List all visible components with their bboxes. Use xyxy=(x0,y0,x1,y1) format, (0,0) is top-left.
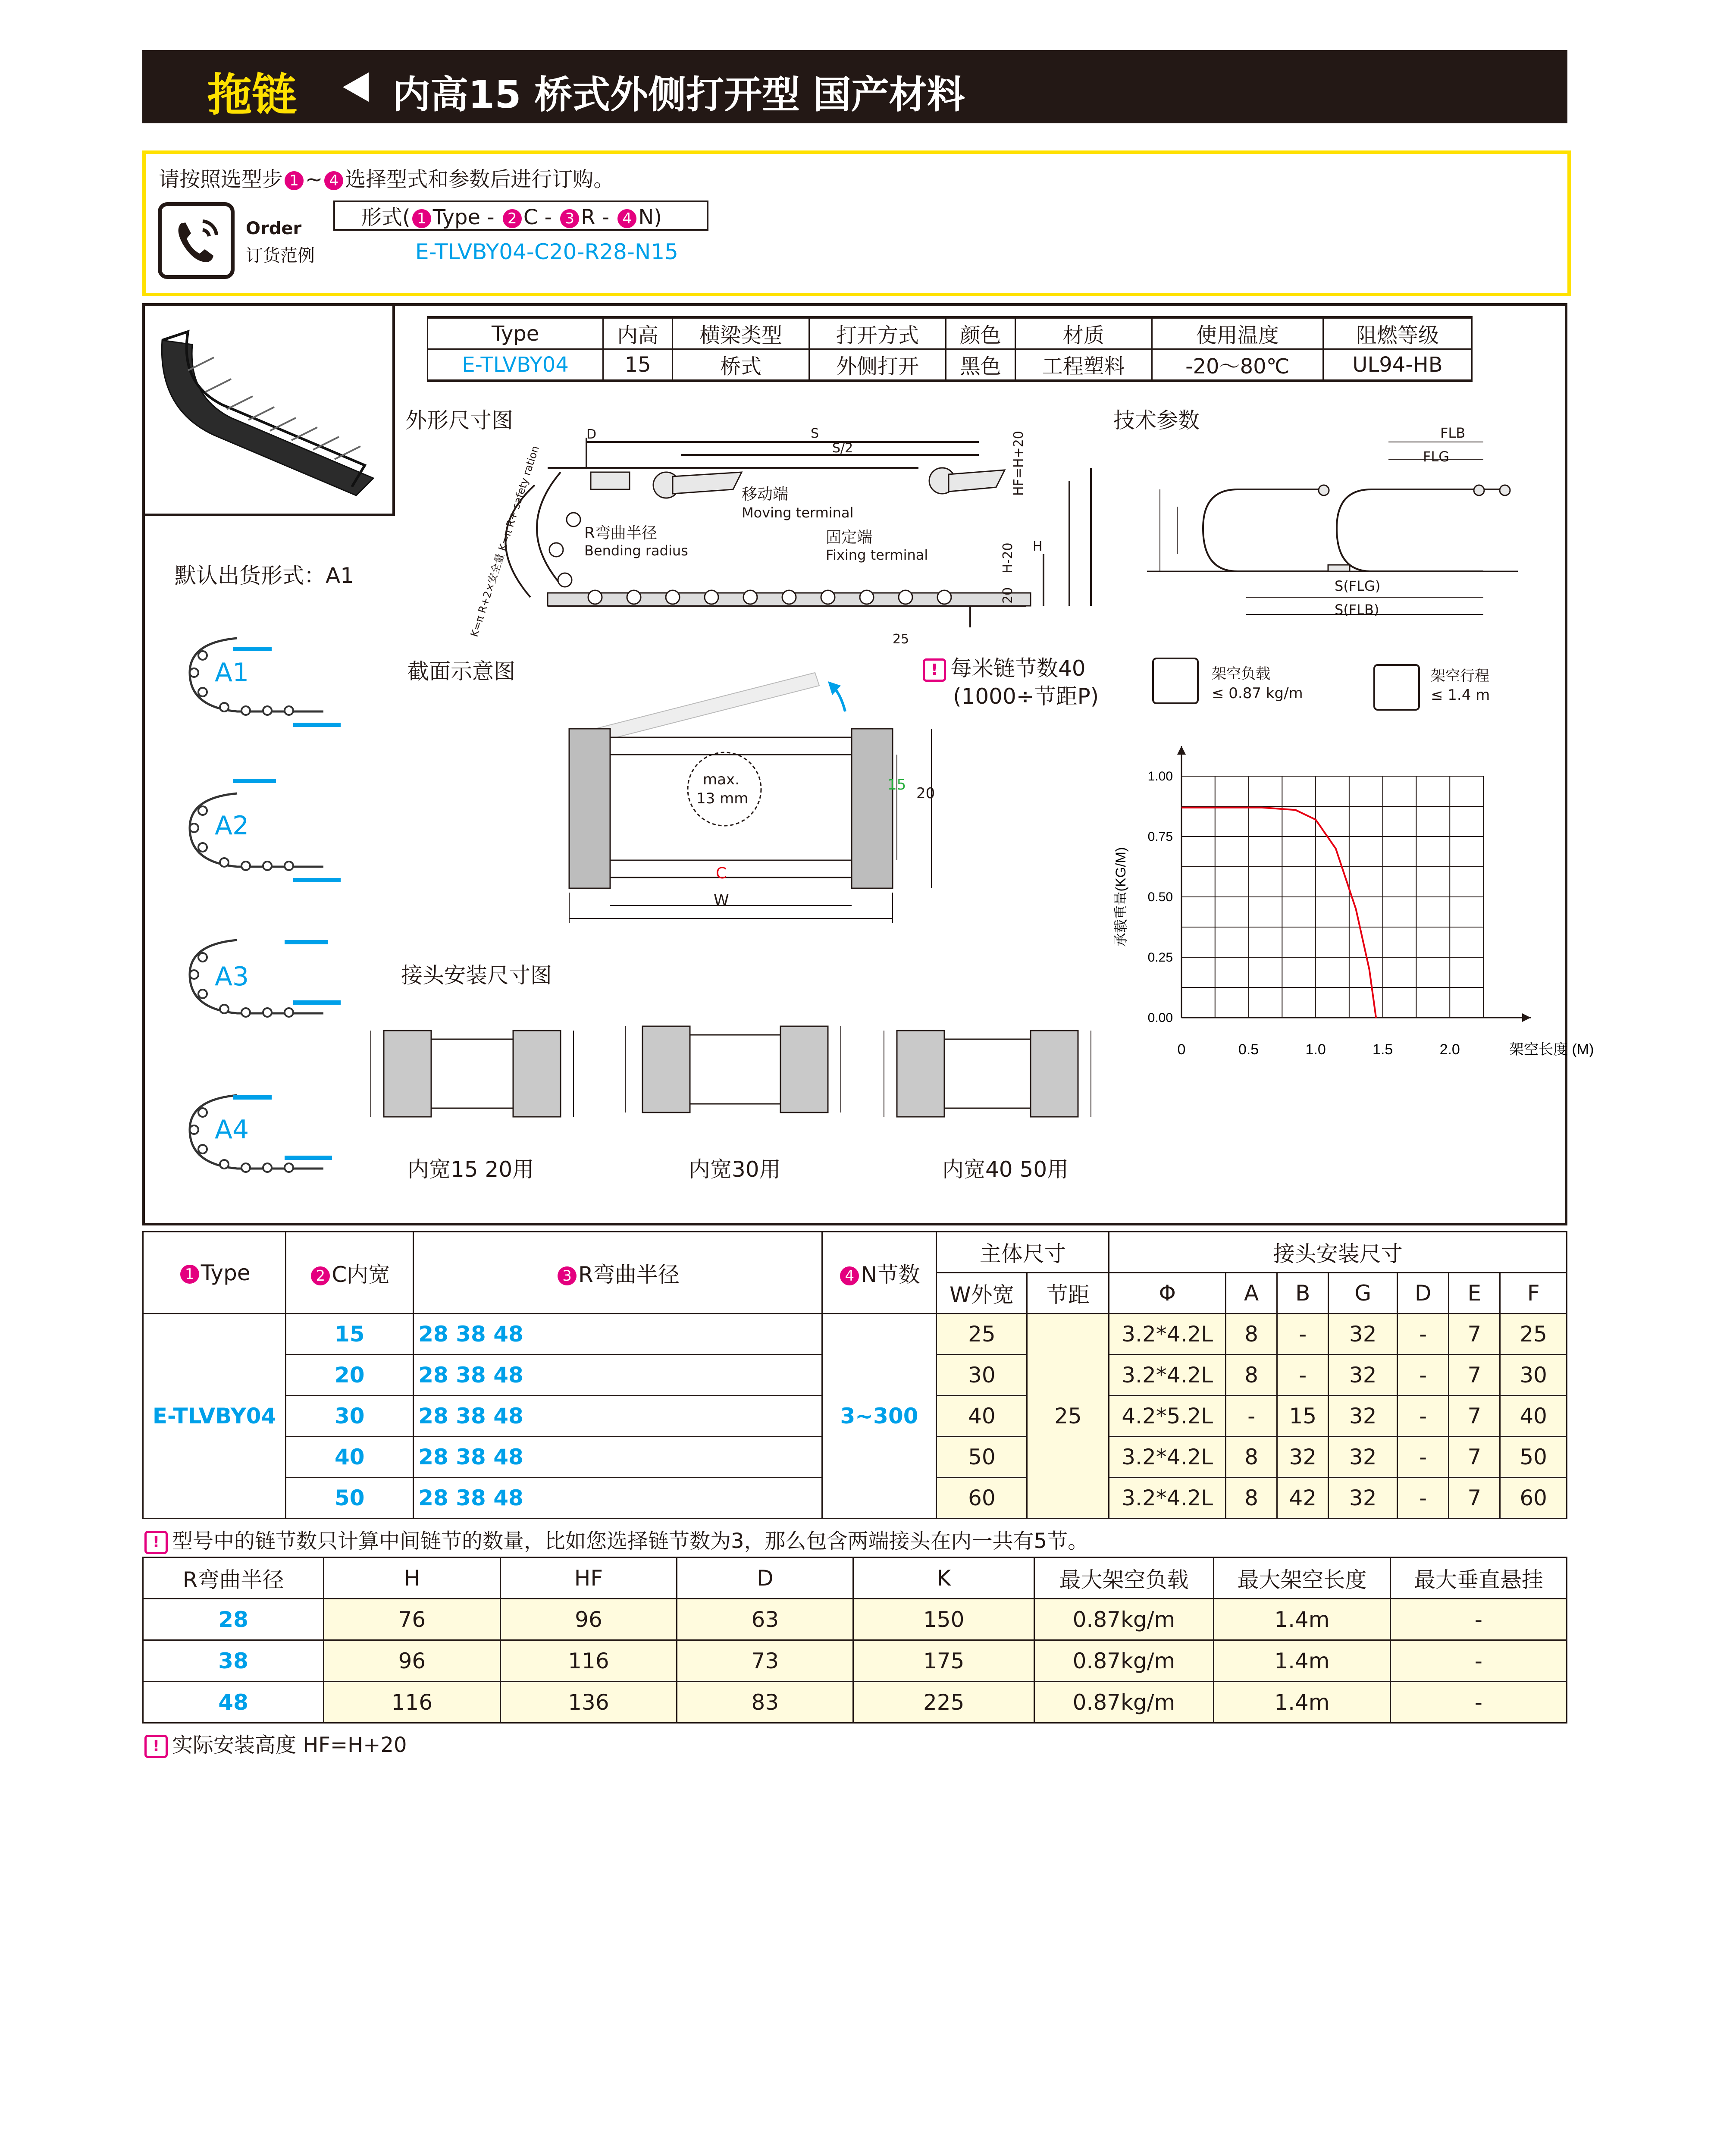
col-e-header: E xyxy=(1449,1273,1500,1314)
dim-c: C xyxy=(716,865,727,882)
spec-header: 阻燃等级 xyxy=(1323,317,1472,349)
note-link-count xyxy=(144,1524,1088,1554)
c-cell: 40 xyxy=(286,1437,414,1478)
fixed-terminal-cn: 固定端 xyxy=(826,529,873,546)
y-tick-label: 0.25 xyxy=(1147,950,1173,965)
radius-cell: 28 xyxy=(143,1599,324,1640)
phi-cell: 4.2*5.2L xyxy=(1109,1396,1226,1437)
radius-header: H xyxy=(324,1557,501,1599)
tech-title: 技术参数 xyxy=(1113,408,1200,433)
instruction-text: 请按照选型步 xyxy=(159,167,283,191)
spec-value: E-TLVBY04 xyxy=(428,349,603,381)
radius-header: 最大架空负载 xyxy=(1034,1557,1213,1599)
spec-value-row xyxy=(428,349,1472,381)
max-length-cell: 1.4m xyxy=(1213,1682,1390,1723)
spec-header: 打开方式 xyxy=(809,317,946,349)
table-row xyxy=(143,1314,1567,1355)
step-badge: 4 xyxy=(324,171,343,190)
moving-terminal-cn: 移动端 xyxy=(742,486,789,503)
radius-cell: 38 xyxy=(143,1640,324,1682)
y-tick-label: 0.50 xyxy=(1147,890,1173,904)
spec-header-row xyxy=(428,317,1472,349)
joint-dims-header: 接头安装尺寸 xyxy=(1109,1232,1567,1273)
step-badge: 3 xyxy=(558,1266,577,1285)
dim-hf: HF=H+20 xyxy=(1011,431,1026,496)
moving-terminal-en: Moving terminal xyxy=(742,505,854,521)
spec-value: 桥式 xyxy=(673,349,809,381)
section-title: 截面示意图 xyxy=(407,659,515,684)
overhang-load-icon xyxy=(1152,658,1199,704)
a-cell: - xyxy=(1226,1396,1277,1437)
c-cell: 15 xyxy=(286,1314,414,1355)
dim-fl-b: FLB xyxy=(1440,425,1466,441)
b-cell: 42 xyxy=(1277,1478,1329,1519)
y-tick-label: 0.00 xyxy=(1147,1011,1173,1025)
spec-value: 黑色 xyxy=(946,349,1015,381)
g-cell: 32 xyxy=(1329,1314,1398,1355)
phone-icon xyxy=(158,202,235,279)
load-chart xyxy=(1104,746,1594,1134)
order-label-cn: 订货范例 xyxy=(246,246,315,266)
page-title: 内高15 桥式外侧打开型 国产材料 xyxy=(392,72,965,117)
spec-header: 内高 xyxy=(603,317,673,349)
col-g-header: G xyxy=(1329,1273,1398,1314)
tech-diagram xyxy=(1138,425,1548,627)
h-cell: 96 xyxy=(324,1640,501,1682)
type-cell: E-TLVBY04 xyxy=(143,1314,286,1519)
product-category: 拖链 xyxy=(207,69,297,121)
note-install-height-text: 实际安装高度 HF=H+20 xyxy=(172,1733,407,1757)
d-cell: - xyxy=(1398,1437,1449,1478)
warning-icon: ! xyxy=(144,1735,168,1758)
dim-20-outline: 20 xyxy=(1000,587,1015,604)
spec-header: 材质 xyxy=(1015,317,1152,349)
x-axis-label: 架空长度 (M) xyxy=(1509,1041,1594,1058)
spec-header: Type xyxy=(428,317,603,349)
dim-s-half: S/2 xyxy=(832,441,853,456)
max-dia-label: max. xyxy=(703,771,740,788)
max-vertical-cell: - xyxy=(1390,1682,1567,1723)
w-cell: 25 xyxy=(937,1314,1027,1355)
radius-header: HF xyxy=(500,1557,677,1599)
radius-header: D xyxy=(677,1557,853,1599)
step-badge: 1 xyxy=(285,171,304,190)
form-label-a1: A1 xyxy=(215,658,249,688)
step-badge: 4 xyxy=(840,1266,859,1285)
k-cell: 225 xyxy=(853,1682,1034,1723)
k-cell: 175 xyxy=(853,1640,1034,1682)
g-cell: 32 xyxy=(1329,1396,1398,1437)
spec-value: 外侧打开 xyxy=(809,349,946,381)
joint-label-2: 内宽30用 xyxy=(689,1157,781,1182)
max-load-cell: 0.87kg/m xyxy=(1034,1682,1213,1723)
product-photo xyxy=(145,306,395,516)
outline-title: 外形尺寸图 xyxy=(405,408,513,433)
step-badge: 2 xyxy=(503,209,522,228)
joint-drawings xyxy=(358,1000,1121,1143)
radius-header: K xyxy=(853,1557,1034,1599)
radius-header: R弯曲半径 xyxy=(143,1557,324,1599)
order-label-en: Order xyxy=(246,219,302,238)
step-badge: 1 xyxy=(180,1265,199,1284)
e-cell: 7 xyxy=(1449,1396,1500,1437)
form-part: R - xyxy=(581,205,616,229)
max-vertical-cell: - xyxy=(1390,1640,1567,1682)
mounting-forms-illustration xyxy=(164,621,349,1181)
r-cell: 28 38 48 xyxy=(414,1478,822,1519)
r-cell: 28 38 48 xyxy=(414,1355,822,1396)
h-cell: 76 xyxy=(324,1599,501,1640)
g-cell: 32 xyxy=(1329,1355,1398,1396)
a-cell: 8 xyxy=(1226,1478,1277,1519)
dim-s-flb: S(FLB) xyxy=(1335,602,1379,618)
a-cell: 8 xyxy=(1226,1437,1277,1478)
order-instruction xyxy=(159,163,614,192)
bending-radius-cn: R弯曲半径 xyxy=(584,524,658,542)
d-cell: 63 xyxy=(677,1599,853,1640)
b-cell: 32 xyxy=(1277,1437,1329,1478)
w-cell: 40 xyxy=(937,1396,1027,1437)
x-axis-arrow xyxy=(1522,1013,1531,1022)
w-cell: 50 xyxy=(937,1437,1027,1478)
f-cell: 50 xyxy=(1500,1437,1567,1478)
r-cell: 28 38 48 xyxy=(414,1437,822,1478)
form-label-a3: A3 xyxy=(215,962,249,992)
links-per-meter-text: 每米链节数40 xyxy=(950,656,1086,681)
spec-value: 工程塑料 xyxy=(1015,349,1152,381)
d-cell: 73 xyxy=(677,1640,853,1682)
step-badge: 4 xyxy=(617,209,636,228)
col-r-header xyxy=(414,1232,822,1314)
step-badge: 3 xyxy=(560,209,579,228)
x-tick-label: 2.0 xyxy=(1439,1041,1460,1058)
e-cell: 7 xyxy=(1449,1437,1500,1478)
order-guide-box xyxy=(142,150,1571,296)
table-row xyxy=(143,1682,1567,1723)
spec-header: 使用温度 xyxy=(1152,317,1323,349)
dim-w: W xyxy=(714,892,729,909)
instruction-tilde: ~ xyxy=(305,167,323,191)
dim-d: D xyxy=(586,427,597,442)
x-tick-label: 0 xyxy=(1177,1041,1186,1058)
w-cell: 60 xyxy=(937,1478,1027,1519)
links-formula: (1000÷节距P) xyxy=(953,684,1099,709)
max-load-cell: 0.87kg/m xyxy=(1034,1640,1213,1682)
k-cell: 150 xyxy=(853,1599,1034,1640)
overhang-travel-value: ≤ 1.4 m xyxy=(1431,686,1490,704)
col-type-header xyxy=(143,1232,286,1314)
d-cell: - xyxy=(1398,1355,1449,1396)
dim-15: 15 xyxy=(887,776,906,793)
radius-table xyxy=(142,1557,1567,1724)
step-badge: 1 xyxy=(412,209,431,228)
c-cell: 50 xyxy=(286,1478,414,1519)
overhang-travel-icon xyxy=(1373,664,1420,711)
table-row xyxy=(143,1599,1567,1640)
a-cell: 8 xyxy=(1226,1355,1277,1396)
spec-header: 横梁类型 xyxy=(673,317,809,349)
dim-fl-g: FLG xyxy=(1423,448,1450,465)
phi-cell: 3.2*4.2L xyxy=(1109,1314,1226,1355)
w-cell: 30 xyxy=(937,1355,1027,1396)
d-cell: - xyxy=(1398,1478,1449,1519)
form-part: N) xyxy=(638,205,662,229)
col-c-header xyxy=(286,1232,414,1314)
hf-cell: 116 xyxy=(500,1640,677,1682)
col-b-header: B xyxy=(1277,1273,1329,1314)
dim-h-minus-20: H-20 xyxy=(1000,542,1015,573)
radius-header: 最大架空长度 xyxy=(1213,1557,1390,1599)
order-form-pattern xyxy=(333,201,708,231)
col-a-header: A xyxy=(1226,1273,1277,1314)
c-cell: 20 xyxy=(286,1355,414,1396)
b-cell: - xyxy=(1277,1314,1329,1355)
max-length-cell: 1.4m xyxy=(1213,1640,1390,1682)
outline-drawing xyxy=(448,420,1095,645)
a-cell: 8 xyxy=(1226,1314,1277,1355)
dim-20: 20 xyxy=(916,785,935,802)
joint-label-1: 内宽15 20用 xyxy=(407,1157,534,1182)
joint-title: 接头安装尺寸图 xyxy=(401,963,552,988)
hf-cell: 136 xyxy=(500,1682,677,1723)
f-cell: 25 xyxy=(1500,1314,1567,1355)
h-cell: 116 xyxy=(324,1682,501,1723)
f-cell: 30 xyxy=(1500,1355,1567,1396)
model-table xyxy=(142,1231,1567,1519)
d-cell: - xyxy=(1398,1314,1449,1355)
b-cell: 15 xyxy=(1277,1396,1329,1437)
col-n-label: N节数 xyxy=(861,1262,920,1287)
spec-value: -20～80℃ xyxy=(1152,349,1323,381)
b-cell: - xyxy=(1277,1355,1329,1396)
body-dims-header: 主体尺寸 xyxy=(937,1232,1109,1273)
radius-cell: 48 xyxy=(143,1682,324,1723)
dim-25: 25 xyxy=(893,632,909,647)
c-cell: 30 xyxy=(286,1396,414,1437)
load-curve xyxy=(1181,808,1376,1018)
y-axis-label: 承载重量(KG/M) xyxy=(1113,847,1128,947)
col-w-header: W外宽 xyxy=(937,1273,1027,1314)
step-badge: 2 xyxy=(311,1266,330,1285)
phi-cell: 3.2*4.2L xyxy=(1109,1355,1226,1396)
form-prefix: 形式( xyxy=(361,205,411,229)
max-dia-value: 13 mm xyxy=(696,790,749,807)
y-axis-arrow xyxy=(1177,746,1186,755)
order-example-code: E-TLVBY04-C20-R28-N15 xyxy=(415,239,678,264)
form-label-a2: A2 xyxy=(215,811,249,841)
y-tick-label: 0.75 xyxy=(1147,830,1173,844)
spec-header: 颜色 xyxy=(946,317,1015,349)
page-header xyxy=(142,50,1567,123)
joint-label-3: 内宽40 50用 xyxy=(942,1157,1069,1182)
g-cell: 32 xyxy=(1329,1478,1398,1519)
instruction-text: 选择型式和参数后进行订购。 xyxy=(345,167,614,191)
col-c-label: C内宽 xyxy=(332,1262,390,1287)
col-phi-header: Φ xyxy=(1109,1273,1226,1314)
max-load-cell: 0.87kg/m xyxy=(1034,1599,1213,1640)
warning-icon: ! xyxy=(144,1531,168,1554)
x-tick-label: 0.5 xyxy=(1238,1041,1259,1058)
form-part: Type - xyxy=(432,205,501,229)
f-cell: 40 xyxy=(1500,1396,1567,1437)
pitch-cell: 25 xyxy=(1027,1314,1109,1519)
n-range-cell: 3~300 xyxy=(822,1314,937,1519)
bending-radius-en: Bending radius xyxy=(584,542,688,559)
dim-s-flg: S(FLG) xyxy=(1335,578,1381,594)
d-cell: 83 xyxy=(677,1682,853,1723)
f-cell: 60 xyxy=(1500,1478,1567,1519)
y-tick-label: 1.00 xyxy=(1147,769,1173,783)
table-row xyxy=(143,1640,1567,1682)
dim-s: S xyxy=(811,426,819,441)
dim-h: H xyxy=(1033,539,1043,554)
d-cell: - xyxy=(1398,1396,1449,1437)
radius-header: 最大垂直悬挂 xyxy=(1390,1557,1567,1599)
x-tick-label: 1.0 xyxy=(1305,1041,1326,1058)
note-link-count-text: 型号中的链节数只计算中间链节的数量，比如您选择链节数为3，那么包含两端接头在内一共有5节。 xyxy=(172,1529,1089,1553)
col-pitch-header: 节距 xyxy=(1027,1273,1109,1314)
e-cell: 7 xyxy=(1449,1314,1500,1355)
spec-table xyxy=(427,316,1473,382)
col-d-header: D xyxy=(1398,1273,1449,1314)
max-vertical-cell: - xyxy=(1390,1599,1567,1640)
r-cell: 28 38 48 xyxy=(414,1396,822,1437)
default-form-label: 默认出货形式：A1 xyxy=(175,563,354,588)
g-cell: 32 xyxy=(1329,1437,1398,1478)
r-cell: 28 38 48 xyxy=(414,1314,822,1355)
e-cell: 7 xyxy=(1449,1478,1500,1519)
e-cell: 7 xyxy=(1449,1355,1500,1396)
overhang-load-label: 架空负载 xyxy=(1212,665,1270,683)
cross-section-drawing xyxy=(561,664,949,923)
col-r-label: R弯曲半径 xyxy=(578,1262,680,1287)
x-tick-label: 1.5 xyxy=(1373,1041,1393,1058)
form-part: C - xyxy=(523,205,559,229)
fixed-terminal-en: Fixing terminal xyxy=(826,547,928,563)
spec-value: UL94-HB xyxy=(1323,349,1472,381)
phi-cell: 3.2*4.2L xyxy=(1109,1478,1226,1519)
safety-formula: K=π R+2×安全量 K=π R+ safety ration xyxy=(468,444,542,639)
spec-value: 15 xyxy=(603,349,673,381)
col-f-header: F xyxy=(1500,1273,1567,1314)
radius-header-row xyxy=(143,1557,1567,1599)
form-label-a4: A4 xyxy=(215,1115,249,1145)
overhang-load-value: ≤ 0.87 kg/m xyxy=(1212,685,1303,702)
max-length-cell: 1.4m xyxy=(1213,1599,1390,1640)
note-install-height xyxy=(144,1728,407,1758)
phi-cell: 3.2*4.2L xyxy=(1109,1437,1226,1478)
triangle-left-icon xyxy=(343,72,369,102)
col-n-header xyxy=(822,1232,937,1314)
overhang-travel-label: 架空行程 xyxy=(1431,667,1489,685)
model-table-header-row xyxy=(143,1232,1567,1273)
hf-cell: 96 xyxy=(500,1599,677,1640)
warning-icon: ! xyxy=(923,658,946,682)
col-type-label: Type xyxy=(201,1260,251,1285)
